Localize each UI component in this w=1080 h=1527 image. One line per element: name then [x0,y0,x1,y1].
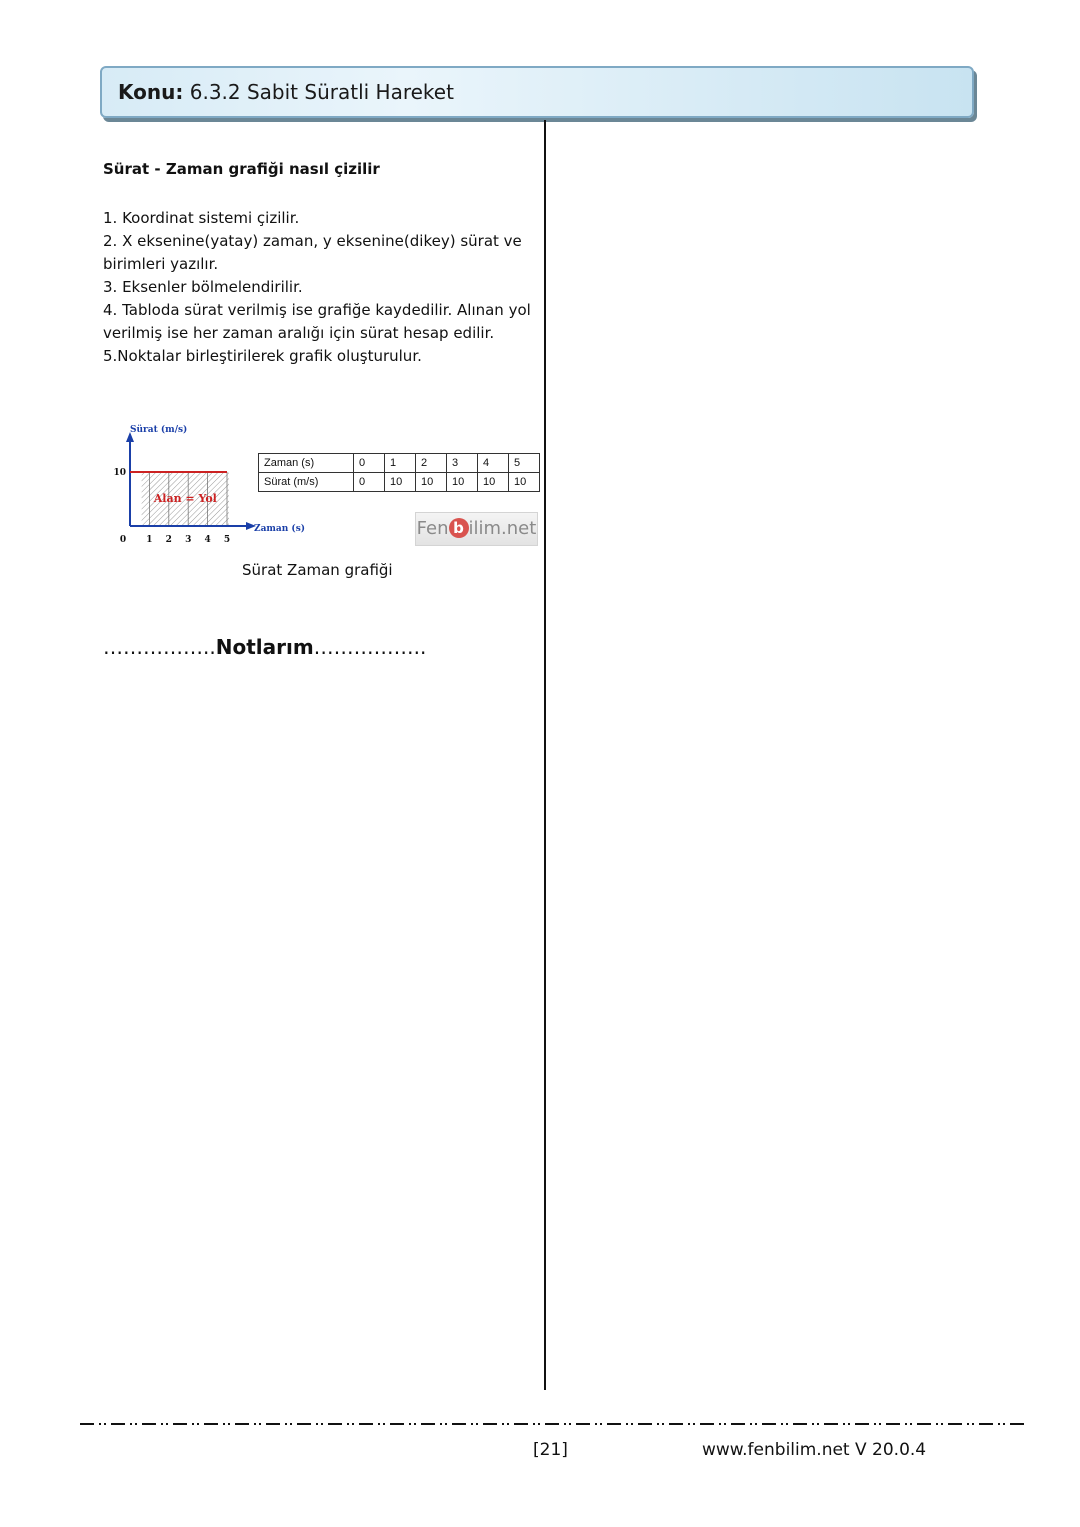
topic-label: Konu: [118,80,184,104]
step-item: 5.Noktalar birleştirilerek grafik oluşturulur. [103,347,422,365]
table-row [259,454,540,473]
page-number: [21] [533,1440,568,1460]
table-cell: 2 [416,454,447,473]
step-item: 4. Tabloda sürat verilmiş ise grafiğe kaydedilir. Alınan yol verilmiş ise her zaman aralığı için sürat hesap edilir. [103,301,531,342]
notes-title: Notlarım [215,635,314,659]
table-cell: 4 [478,454,509,473]
step-item: 3. Eksenler bölmelendirilir. [103,278,303,296]
footer-dash-line [80,1422,1025,1426]
column-divider [544,120,546,1390]
y-tick-label: 10 [113,468,126,478]
table-cell: 0 [354,473,385,492]
x-axis-label: Zaman (s) [254,524,306,534]
table-cell: 10 [509,473,540,492]
footer-brand: www.fenbilim.net V 20.0.4 [702,1440,927,1460]
x-tick-label: 2 [165,535,172,545]
x-tick-label: 1 [146,535,153,545]
x-tick-label: 5 [223,535,231,545]
notes-heading [103,635,426,659]
y-axis-label: Sürat (m/s) [130,425,188,435]
steps-list [103,207,533,368]
table-cell: 3 [447,454,478,473]
fenbilim-logo [415,512,538,546]
table-cell: 0 [354,454,385,473]
table-row-header: Zaman (s) [259,454,354,473]
table-cell: 1 [385,454,416,473]
topic-name: 6.3.2 Sabit Süratli Hareket [189,80,454,104]
area-label: Alan = Yol [153,492,217,505]
notes-dots: …………….. [313,635,427,659]
table-cell: 10 [385,473,416,492]
table-cell: 10 [447,473,478,492]
table-cell: 10 [478,473,509,492]
x-tick-label: 0 [119,535,127,545]
notes-dots: …………….. [103,635,216,659]
step-item: 2. X eksenine(yatay) zaman, y eksenine(dikey) sürat ve birimleri yazılır. [103,232,522,273]
x-tick-label: 4 [204,535,211,545]
section-heading: Sürat - Zaman grafiği nasıl çizilir [103,160,380,178]
table-cell: 10 [416,473,447,492]
topic-header [100,66,974,118]
step-item: 1. Koordinat sistemi çizilir. [103,209,300,227]
data-table [258,453,540,492]
x-tick-label: 3 [185,535,192,545]
logo-text: ilim.net [468,518,537,539]
logo-text: Fen [416,518,449,539]
table-cell: 5 [509,454,540,473]
topic-title [118,80,454,104]
logo-b-icon: b [449,518,469,538]
table-row-header: Sürat (m/s) [259,473,354,492]
graph-caption: Sürat Zaman grafiği [242,561,393,579]
table-row [259,473,540,492]
